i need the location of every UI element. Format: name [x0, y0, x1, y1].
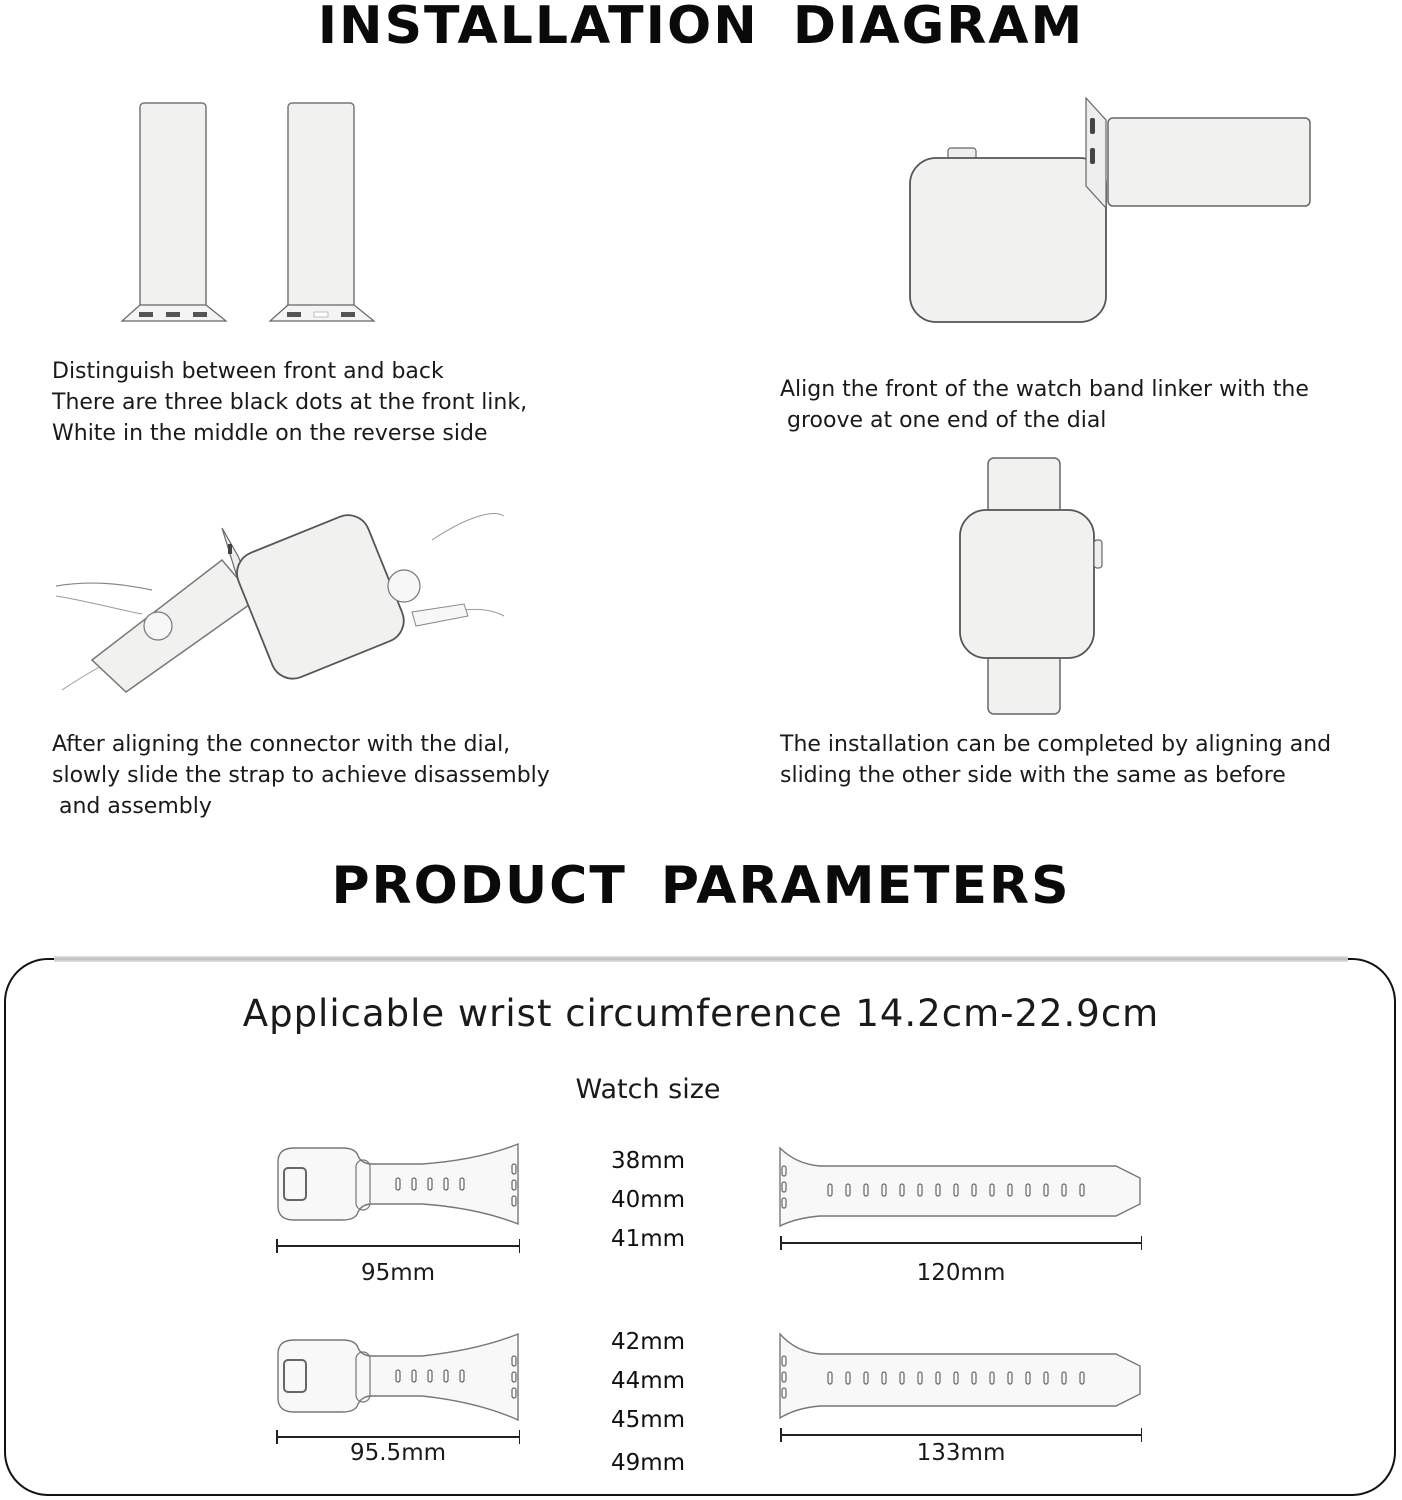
short-band-small-length: 95mm [360, 1260, 436, 1286]
step-3-caption: After aligning the connector with the dial, slowly slide the strap to achieve disassembly and assembly [52, 732, 550, 819]
size-38mm: 38mm [610, 1148, 686, 1174]
step-1-caption: Distinguish between front and back There are three black dots at the front link, White in the middle on the reverse side [52, 359, 528, 446]
long-band-small-illustration [776, 1144, 1146, 1228]
watch-band-align-illustration [900, 90, 1320, 330]
watch-size-label: Watch size [575, 1074, 721, 1105]
straps-front-back-illustration [110, 95, 400, 330]
long-band-small-length: 120mm [916, 1260, 1006, 1286]
strap-front [122, 103, 226, 321]
step-4-caption: The installation can be completed by aligning and sliding the other side with the same as before [780, 732, 1332, 788]
short-band-small-dimension-line [276, 1239, 520, 1253]
panel-top-divider [54, 956, 1348, 962]
strap-back [270, 103, 374, 321]
size-42mm: 42mm [610, 1329, 686, 1355]
long-band-large-illustration [776, 1330, 1146, 1422]
assembled-watch-illustration [950, 452, 1120, 720]
size-49mm: 49mm [610, 1450, 686, 1476]
short-band-small-illustration [272, 1140, 524, 1228]
product-parameters-title: PRODUCT PARAMETERS [331, 856, 1071, 916]
size-40mm: 40mm [610, 1187, 686, 1213]
size-41mm: 41mm [610, 1226, 686, 1252]
size-44mm: 44mm [610, 1368, 686, 1394]
short-band-large-illustration [272, 1330, 524, 1424]
long-band-large-length: 133mm [916, 1440, 1006, 1466]
size-45mm: 45mm [610, 1407, 686, 1433]
installation-diagram-title: INSTALLATION DIAGRAM [317, 0, 1085, 56]
long-band-small-dimension-line [780, 1236, 1142, 1250]
short-band-large-length: 95.5mm [349, 1440, 447, 1466]
step-2-caption: Align the front of the watch band linker with the groove at one end of the dial [780, 377, 1309, 433]
hands-sliding-strap-illustration [52, 500, 512, 715]
wrist-circumference-text: Applicable wrist circumference 14.2cm-22.9cm [242, 992, 1160, 1035]
